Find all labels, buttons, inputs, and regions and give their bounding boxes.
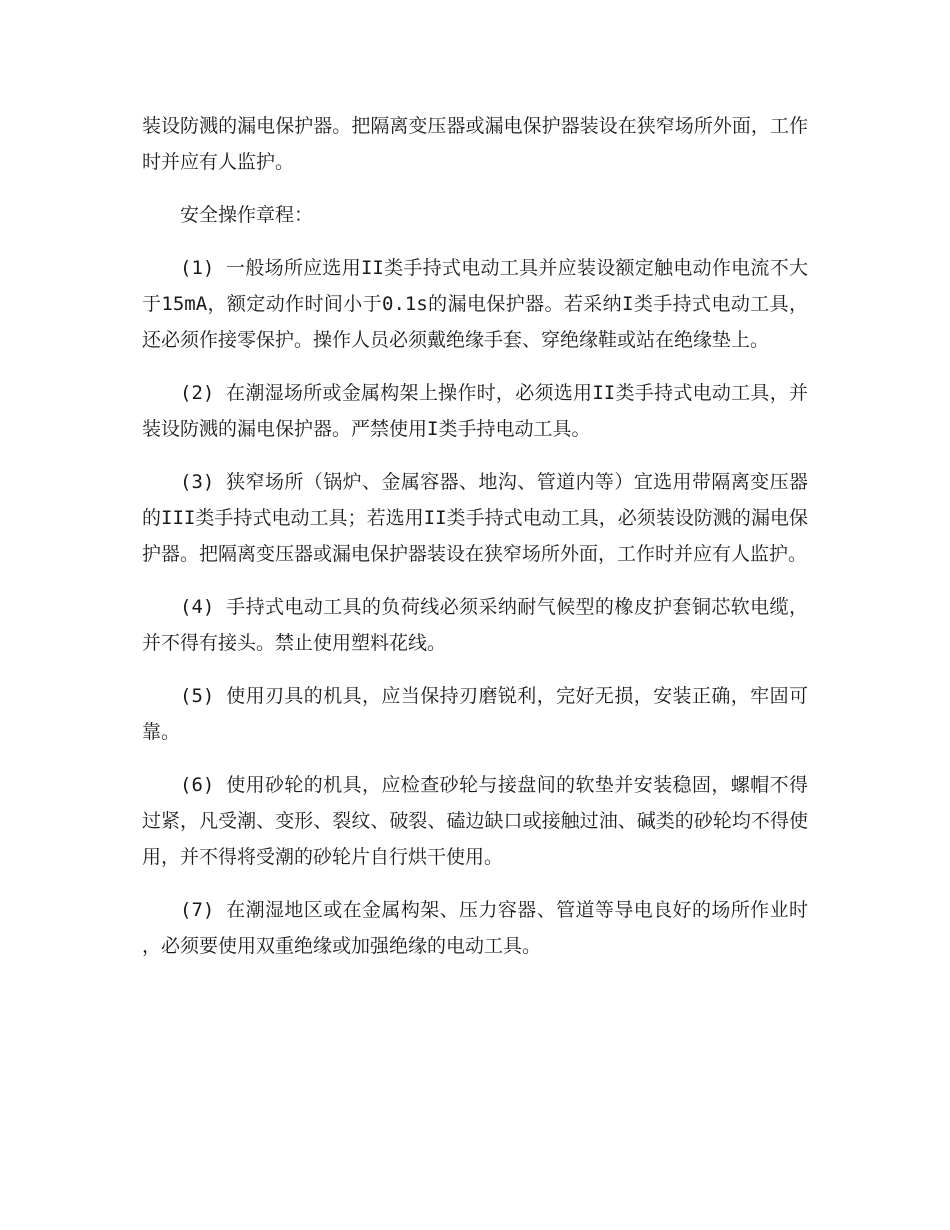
paragraph-item-7: (7) 在潮湿地区或在金属构架、压力容器、管道等导电良好的场所作业时，必须要使用双重绝缘或加强绝缘的电动工具。 (142, 899, 808, 957)
paragraph-item-4: (4) 手持式电动工具的负荷线必须采纳耐气候型的橡皮护套铜芯软电缆，并不得有接头。禁止使用塑料花线。 (142, 596, 808, 654)
paragraph-item-3: (3) 狭窄场所（锅炉、金属容器、地沟、管道内等）宜选用带隔离变压器的III类手持式电动工具；若选用II类手持式电动工具，必须装设防溅的漏电保护器。把隔离变压器或漏电保护器装设在狭窄场所外面，工作时并应有人监护。 (142, 471, 808, 565)
section-heading: 安全操作章程： (180, 204, 314, 226)
document-page (142, 108, 808, 981)
paragraph-item-1: (1) 一般场所应选用II类手持式电动工具并应装设额定触电动作电流不大于15mA，额定动作时间小于0.1s的漏电保护器。若采纳I类手持式电动工具，还必须作接零保护。操作人员必须戴绝缘手套、穿绝缘鞋或站在绝缘垫上。 (142, 257, 808, 351)
paragraph-continuation: 装设防溅的漏电保护器。把隔离变压器或漏电保护器装设在狭窄场所外面，工作时并应有人监护。 (142, 115, 808, 173)
paragraph-item-2: (2) 在潮湿场所或金属构架上操作时，必须选用II类手持式电动工具，并装设防溅的漏电保护器。严禁使用I类手持电动工具。 (142, 382, 808, 440)
paragraph-item-6: (6) 使用砂轮的机具，应检查砂轮与接盘间的软垫并安装稳固，螺帽不得过紧，凡受潮、变形、裂纹、破裂、磕边缺口或接触过油、碱类的砂轮均不得使用，并不得将受潮的砂轮片自行烘干使用。 (142, 774, 808, 868)
paragraph-item-5: (5) 使用刃具的机具，应当保持刃磨锐利，完好无损，安装正确，牢固可靠。 (142, 685, 808, 743)
